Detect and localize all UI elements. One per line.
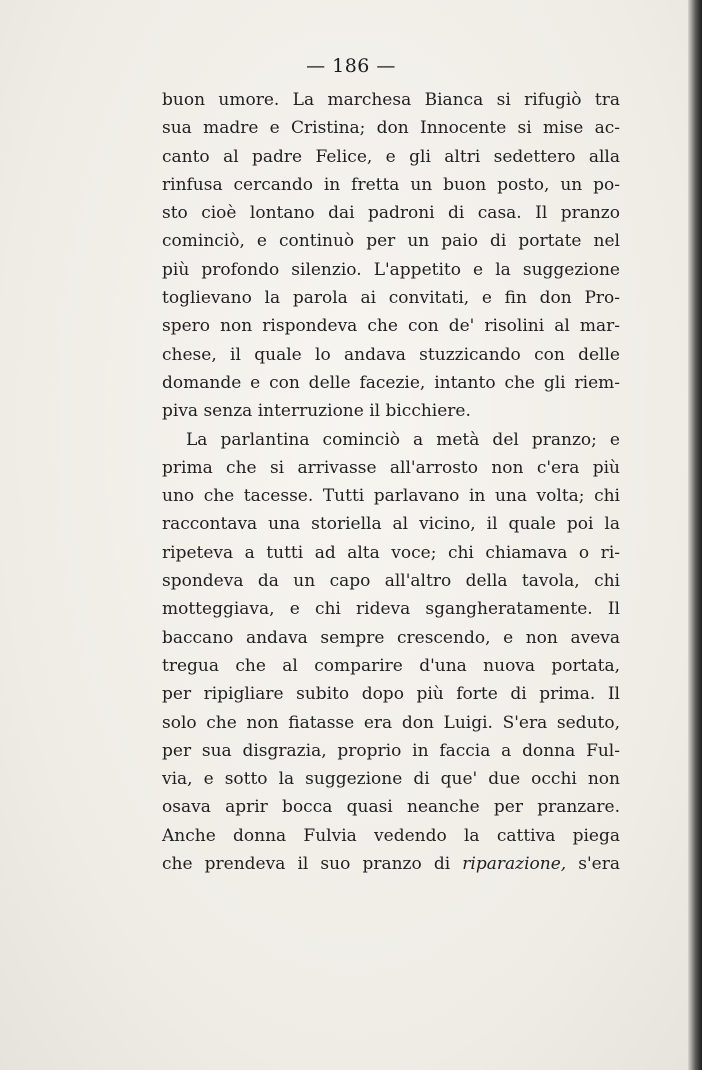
text-line: canto al padre Felice, e gli altri sedettero alla (162, 146, 620, 167)
text-line: ripeteva a tutti ad alta voce; chi chiamava o ri- (162, 542, 620, 563)
text-line: La parlantina cominciò a metà del pranzo; e (186, 429, 620, 450)
text-line: baccano andava sempre crescendo, e non aveva (162, 627, 620, 648)
text-line-final (162, 850, 620, 878)
text-line: più profondo silenzio. L'appetito e la suggezione (162, 259, 620, 280)
text-line: spero non rispondeva che con de' risolini al mar- (162, 316, 620, 337)
text-line: Anche donna Fulvia vedendo la cattiva piega (162, 825, 620, 846)
text-line: uno che tacesse. Tutti parlavano in una volta; chi (162, 486, 620, 507)
text-run: s'era (566, 854, 621, 875)
text-line: tregua che al comparire d'una nuova portata, (162, 655, 620, 676)
paragraph-1 (162, 86, 620, 426)
text-line: osava aprir bocca quasi neanche per pranzare. (162, 797, 620, 818)
text-line: sto cioè lontano dai padroni di casa. Il pranzo (162, 203, 620, 224)
text-line: prima che si arrivasse all'arrosto non c'era più (162, 457, 620, 478)
text-line: chese, il quale lo andava stuzzicando con delle (162, 344, 620, 365)
text-line: raccontava una storiella al vicino, il quale poi la (162, 514, 620, 535)
text-run: che prendeva il suo pranzo di (162, 854, 463, 875)
text-line: domande e con delle facezie, intanto che gli riem- (162, 372, 620, 393)
text-line: per sua disgrazia, proprio in faccia a donna Ful- (162, 740, 620, 761)
italic-word: riparazione, (462, 854, 567, 875)
text-line: toglievano la parola ai convitati, e fin don Pro- (162, 288, 620, 309)
text-line: buon umore. La marchesa Bianca si rifugiò tra (162, 90, 620, 110)
text-line: rinfusa cercando in fretta un buon posto, un po- (162, 174, 620, 195)
text-line: motteggiava, e chi rideva sgangheratamente. Il (162, 599, 620, 620)
text-line: spondeva da un capo all'altro della tavola, chi (162, 571, 620, 592)
text-line: per ripigliare subito dopo più forte di prima. Il (162, 684, 620, 705)
text-line: via, e sotto la suggezione di que' due occhi non (162, 769, 620, 790)
body-text (162, 86, 620, 878)
text-line: sua madre e Cristina; don Innocente si mise ac- (162, 118, 620, 139)
page-number: — 186 — (306, 55, 396, 77)
page-edge-shadow (688, 0, 702, 1070)
text-line: cominciò, e continuò per un paio di portate nel (162, 231, 620, 252)
paragraph-2 (162, 426, 620, 879)
text-line: piva senza interruzione il bicchiere. (162, 401, 471, 422)
text-line: solo che non fiatasse era don Luigi. S'era seduto, (162, 712, 620, 733)
